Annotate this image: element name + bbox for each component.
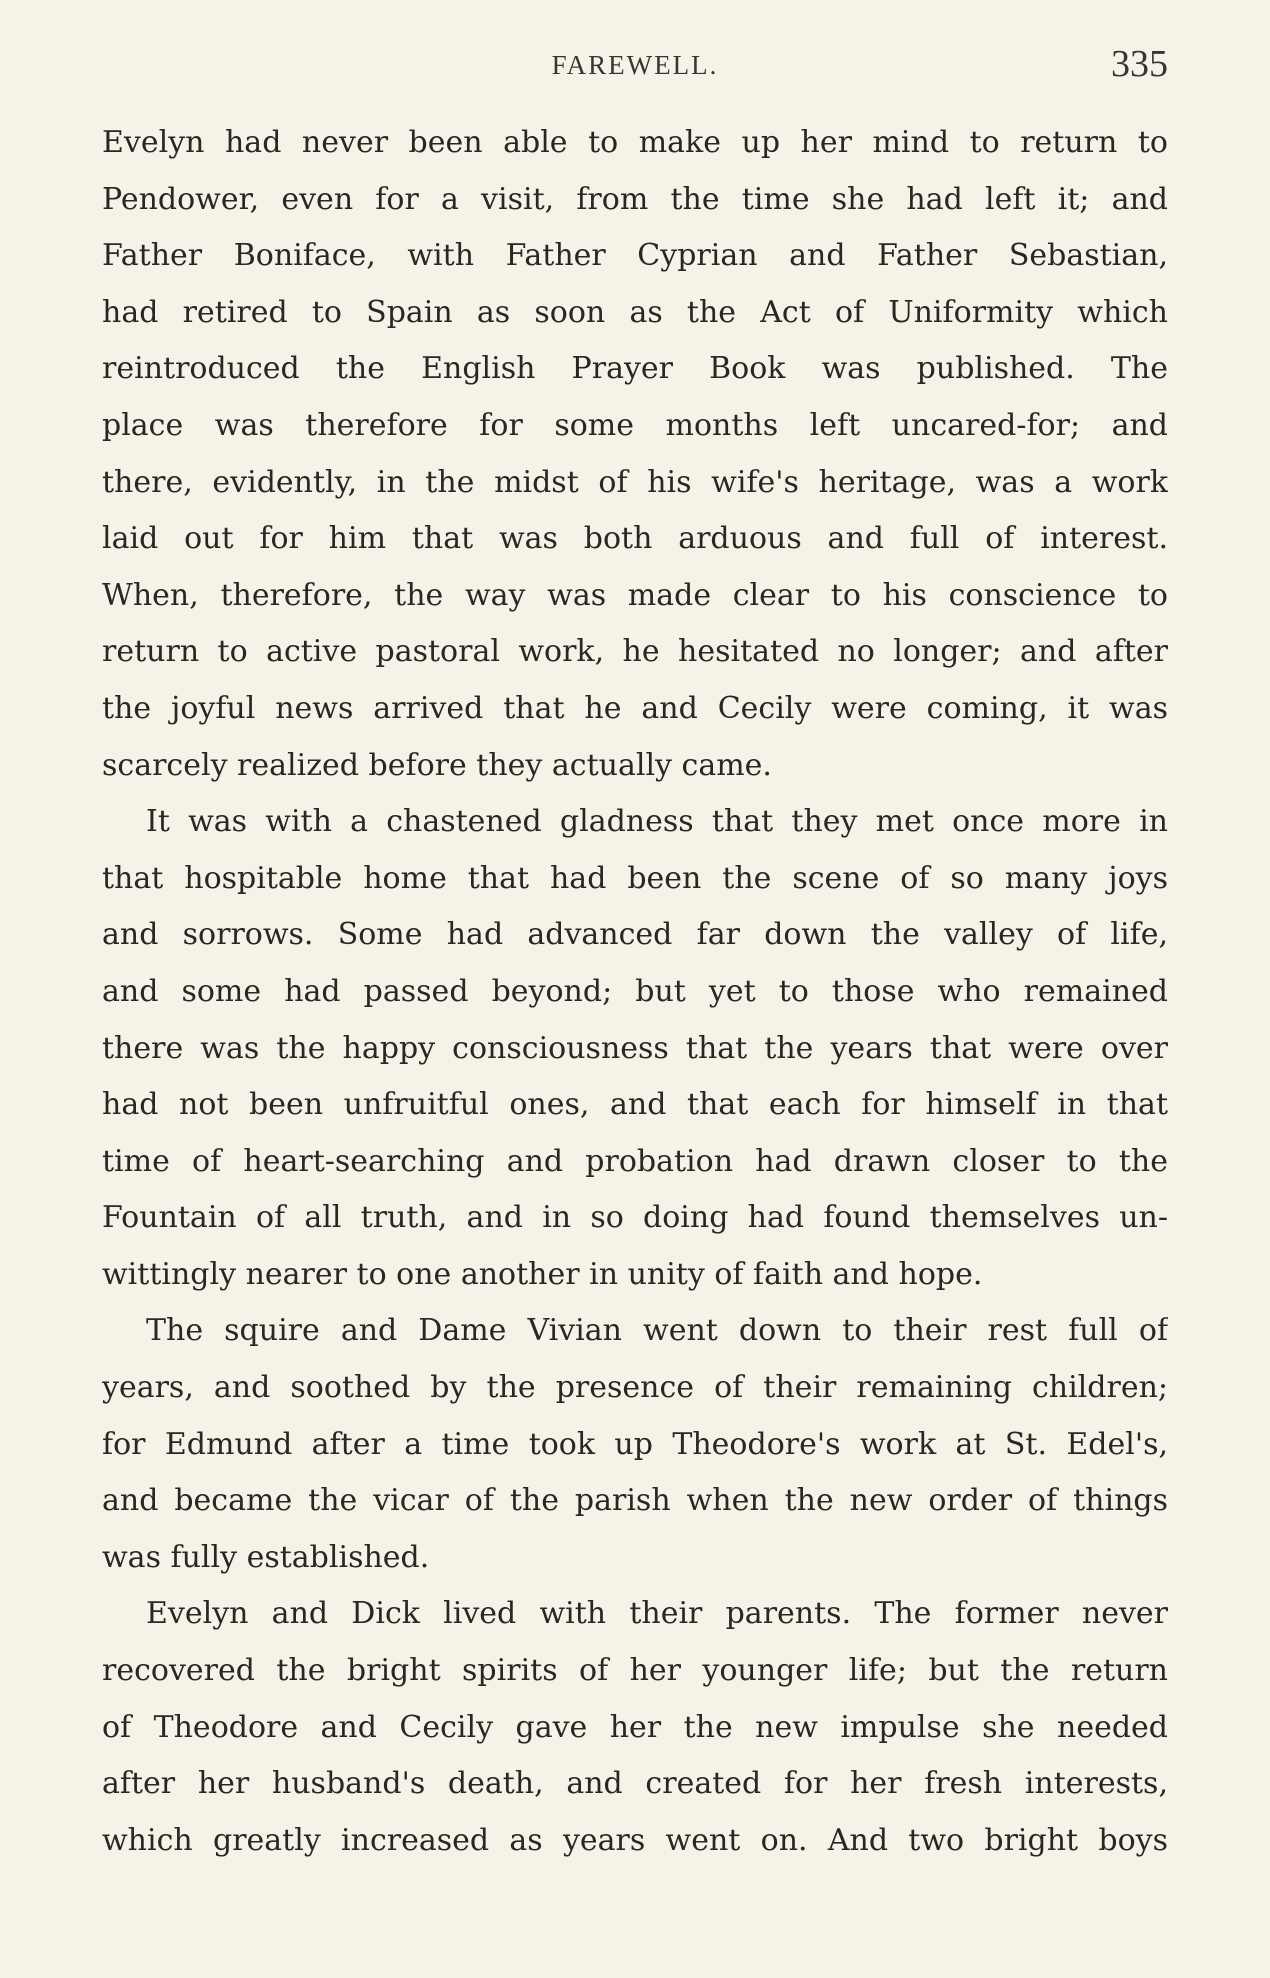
text-line: time of heart-searching and probation had drawn closer to the (102, 1143, 1168, 1179)
text-line: Evelyn had never been able to make up her mind to return to (102, 125, 1168, 160)
text-line: reintroduced the English Prayer Book was published. The (102, 351, 1168, 387)
text-line: for Edmund after a time took up Theodore's work at St. Edel's, (102, 1426, 1168, 1462)
paragraph (102, 794, 1168, 1303)
text-line: and some had passed beyond; but yet to those who remained (102, 973, 1168, 1009)
text-line: place was therefore for some months left uncared-for; and (102, 407, 1168, 443)
text-line: years, and soothed by the presence of their remaining children; (102, 1370, 1168, 1406)
paragraph (102, 1303, 1168, 1586)
text-line: Evelyn and Dick lived with their parents. The former never (146, 1596, 1168, 1632)
text-line: had not been unfruitful ones, and that each for himself in that (102, 1087, 1168, 1123)
text-line: that hospitable home that had been the scene of so many joys (102, 860, 1168, 896)
text-line: after her husband's death, and created for her fresh interests, (102, 1766, 1168, 1802)
text-line: wittingly nearer to one another in unity of faith and hope. (102, 1256, 983, 1292)
text-line: had retired to Spain as soon as the Act of Uniformity which (102, 294, 1168, 330)
text-line: laid out for him that was both arduous and full of interest. (102, 521, 1168, 557)
text-line: It was with a chastened gladness that they met once more in (146, 804, 1168, 840)
text-line: was fully established. (102, 1539, 430, 1575)
text-line: Fountain of all truth, and in so doing had found themselves un- (102, 1200, 1168, 1236)
text-line: there was the happy consciousness that the years that were over (102, 1030, 1168, 1066)
text-line: which greatly increased as years went on. And two bright boys (102, 1822, 1168, 1858)
paragraph (102, 115, 1168, 794)
body-text (102, 115, 1168, 1869)
text-line: The squire and Dame Vivian went down to their rest full of (146, 1313, 1168, 1349)
running-title: FAREWELL. (551, 50, 719, 80)
text-line: and became the vicar of the parish when the new order of things (102, 1483, 1168, 1519)
running-head (102, 42, 1168, 102)
text-line: the joyful news arrived that he and Cecily were coming, it was (102, 690, 1168, 726)
page-number: 335 (1111, 43, 1168, 85)
text-line: return to active pastoral work, he hesitated no longer; and after (102, 634, 1168, 670)
text-line: When, therefore, the way was made clear to his conscience to (102, 577, 1168, 613)
text-line: recovered the bright spirits of her younger life; but the return (102, 1653, 1168, 1689)
paragraph (102, 1586, 1168, 1869)
text-line: Pendower, even for a visit, from the time she had left it; and (102, 181, 1168, 217)
text-line: there, evidently, in the midst of his wife's heritage, was a work (102, 464, 1168, 500)
text-line: scarcely realized before they actually came. (102, 747, 772, 783)
text-line: Father Boniface, with Father Cyprian and Father Sebastian, (102, 238, 1168, 274)
text-line: of Theodore and Cecily gave her the new impulse she needed (102, 1709, 1168, 1745)
text-line: and sorrows. Some had advanced far down the valley of life, (102, 917, 1168, 953)
